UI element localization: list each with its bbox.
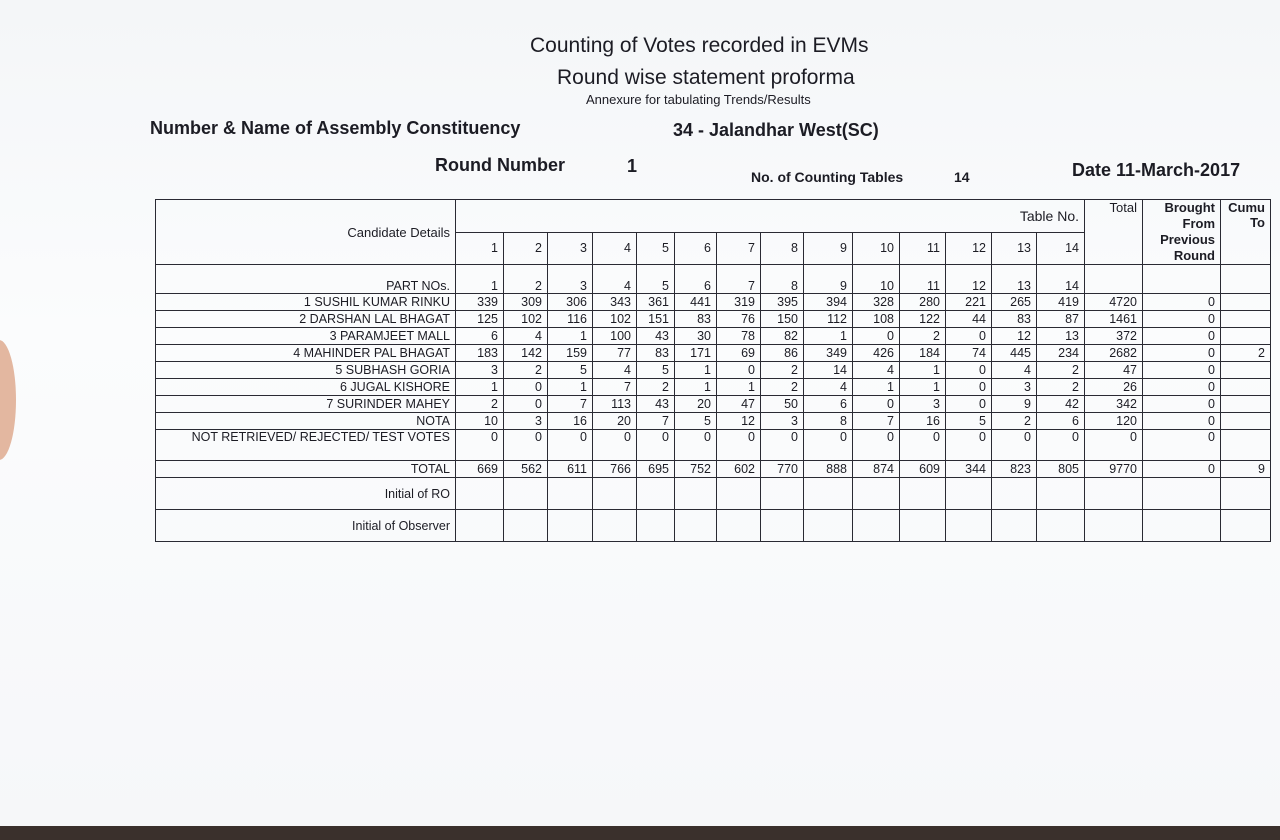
part-number: 12 (946, 265, 992, 294)
vote-cell: 0 (761, 430, 804, 461)
vote-cell: 87 (1037, 311, 1085, 328)
vote-cell: 14 (804, 362, 853, 379)
header-candidate-details: Candidate Details (156, 200, 456, 265)
vote-cell: 102 (504, 311, 548, 328)
vote-cell: 0 (637, 430, 675, 461)
initial-ro-cell (804, 478, 853, 510)
row-total: 4720 (1085, 294, 1143, 311)
candidate-name: 4 MAHINDER PAL BHAGAT (156, 345, 456, 362)
header-cumulative-line: To (1250, 215, 1265, 230)
vote-cell: 394 (804, 294, 853, 311)
initial-observer-cell (946, 510, 992, 542)
header-total: Total (1085, 200, 1143, 265)
vote-cell: 0 (504, 430, 548, 461)
vote-cell: 695 (637, 461, 675, 478)
vote-cell: 116 (548, 311, 593, 328)
vote-cell: 766 (593, 461, 637, 478)
vote-cell: 0 (675, 430, 717, 461)
vote-cell: 10 (456, 413, 504, 430)
vote-cell: 0 (900, 430, 946, 461)
vote-cell: 77 (593, 345, 637, 362)
vote-cell: 611 (548, 461, 593, 478)
vote-cell: 805 (1037, 461, 1085, 478)
table-number-14: 14 (1037, 232, 1085, 265)
initial-observer-cell (853, 510, 900, 542)
row-total: 26 (1085, 379, 1143, 396)
row-cumulative (1221, 413, 1271, 430)
initial-observer-cell (717, 510, 761, 542)
vote-cell: 112 (804, 311, 853, 328)
vote-cell: 12 (992, 328, 1037, 345)
vote-cell: 0 (946, 328, 992, 345)
vote-cell: 0 (717, 430, 761, 461)
candidate-name: NOTA (156, 413, 456, 430)
vote-cell: 770 (761, 461, 804, 478)
part-number: 7 (717, 265, 761, 294)
vote-cell: 82 (761, 328, 804, 345)
vote-cell: 361 (637, 294, 675, 311)
header-table-no: Table No. (456, 200, 1085, 233)
vote-cell: 2 (992, 413, 1037, 430)
row-previous: 0 (1143, 311, 1221, 328)
vote-cell: 6 (804, 396, 853, 413)
vote-cell: 5 (946, 413, 992, 430)
initial-observer-cell (1221, 510, 1271, 542)
initial-observer-cell (804, 510, 853, 542)
vote-cell: 0 (946, 379, 992, 396)
vote-cell: 1 (900, 362, 946, 379)
vote-cell: 602 (717, 461, 761, 478)
row-cumulative: 2 (1221, 345, 1271, 362)
vote-cell: 265 (992, 294, 1037, 311)
initial-observer-cell (761, 510, 804, 542)
initial-ro-cell (637, 478, 675, 510)
row-cumulative (1221, 362, 1271, 379)
initial-observer-cell (675, 510, 717, 542)
vote-cell: 306 (548, 294, 593, 311)
vote-cell: 234 (1037, 345, 1085, 362)
vote-cell: 16 (548, 413, 593, 430)
vote-cell: 6 (1037, 413, 1085, 430)
candidate-name: NOT RETRIEVED/ REJECTED/ TEST VOTES (156, 430, 456, 461)
table-number-11: 11 (900, 232, 946, 265)
vote-cell: 78 (717, 328, 761, 345)
row-previous: 0 (1143, 461, 1221, 478)
table-number-2: 2 (504, 232, 548, 265)
row-cumulative (1221, 396, 1271, 413)
thumb (0, 340, 16, 460)
vote-cell: 669 (456, 461, 504, 478)
counting-tables-value: 14 (954, 169, 970, 185)
initial-ro-cell (456, 478, 504, 510)
header-cumulative-line: Cumu (1228, 200, 1265, 215)
table-number-5: 5 (637, 232, 675, 265)
row-cumulative (1221, 328, 1271, 345)
header-brought-line: From (1182, 216, 1215, 231)
header-brought-line: Round (1173, 248, 1215, 263)
vote-cell: 7 (548, 396, 593, 413)
row-total: 1461 (1085, 311, 1143, 328)
vote-cell: 441 (675, 294, 717, 311)
part-number: 11 (900, 265, 946, 294)
vote-cell: 4 (593, 362, 637, 379)
vote-cell: 113 (593, 396, 637, 413)
vote-cell: 108 (853, 311, 900, 328)
vote-cell: 1 (548, 379, 593, 396)
initial-observer-cell (1143, 510, 1221, 542)
vote-cell: 309 (504, 294, 548, 311)
vote-cell: 83 (992, 311, 1037, 328)
vote-cell: 150 (761, 311, 804, 328)
parts-cum (1221, 265, 1271, 294)
vote-cell: 151 (637, 311, 675, 328)
vote-cell: 30 (675, 328, 717, 345)
vote-cell: 1 (456, 379, 504, 396)
part-number: 3 (548, 265, 593, 294)
vote-cell: 102 (593, 311, 637, 328)
row-cumulative: 9 (1221, 461, 1271, 478)
vote-cell: 319 (717, 294, 761, 311)
constituency-value: 34 - Jalandhar West(SC) (673, 120, 879, 140)
counting-tables-label: No. of Counting Tables (751, 169, 904, 185)
row-cumulative (1221, 379, 1271, 396)
initial-ro-cell (946, 478, 992, 510)
initial-observer-cell (900, 510, 946, 542)
vote-cell: 8 (804, 413, 853, 430)
vote-cell: 69 (717, 345, 761, 362)
initial-observer-label: Initial of Observer (156, 510, 456, 542)
part-number: 9 (804, 265, 853, 294)
vote-cell: 47 (717, 396, 761, 413)
vote-cell: 0 (853, 328, 900, 345)
vote-cell: 874 (853, 461, 900, 478)
candidate-name: 6 JUGAL KISHORE (156, 379, 456, 396)
table-number-12: 12 (946, 232, 992, 265)
vote-cell: 50 (761, 396, 804, 413)
vote-cell: 142 (504, 345, 548, 362)
vote-cell: 752 (675, 461, 717, 478)
results-table (155, 199, 1271, 542)
row-cumulative (1221, 311, 1271, 328)
vote-cell: 125 (456, 311, 504, 328)
row-total: 47 (1085, 362, 1143, 379)
vote-cell: 0 (804, 430, 853, 461)
initial-ro-cell (717, 478, 761, 510)
vote-cell: 0 (992, 430, 1037, 461)
vote-cell: 343 (593, 294, 637, 311)
part-number: 1 (456, 265, 504, 294)
initial-ro-cell (593, 478, 637, 510)
initial-ro-cell (853, 478, 900, 510)
vote-cell: 0 (853, 396, 900, 413)
vote-cell: 2 (637, 379, 675, 396)
initial-ro-cell (761, 478, 804, 510)
vote-cell: 3 (900, 396, 946, 413)
row-total: 372 (1085, 328, 1143, 345)
vote-cell: 1 (675, 362, 717, 379)
vote-cell: 609 (900, 461, 946, 478)
vote-cell: 0 (853, 430, 900, 461)
round-value: 1 (627, 156, 638, 176)
row-previous: 0 (1143, 328, 1221, 345)
vote-cell: 74 (946, 345, 992, 362)
vote-cell: 2 (1037, 379, 1085, 396)
vote-cell: 171 (675, 345, 717, 362)
row-previous: 0 (1143, 396, 1221, 413)
vote-cell: 2 (900, 328, 946, 345)
part-number: 2 (504, 265, 548, 294)
vote-cell: 183 (456, 345, 504, 362)
candidate-name: 1 SUSHIL KUMAR RINKU (156, 294, 456, 311)
part-number: 10 (853, 265, 900, 294)
vote-cell: 44 (946, 311, 992, 328)
vote-cell: 20 (593, 413, 637, 430)
table-number-9: 9 (804, 232, 853, 265)
vote-cell: 122 (900, 311, 946, 328)
initial-observer-cell (1085, 510, 1143, 542)
table-number-7: 7 (717, 232, 761, 265)
vote-cell: 419 (1037, 294, 1085, 311)
candidate-name: TOTAL (156, 461, 456, 478)
row-total: 342 (1085, 396, 1143, 413)
vote-cell: 4 (504, 328, 548, 345)
vote-cell: 20 (675, 396, 717, 413)
vote-cell: 13 (1037, 328, 1085, 345)
vote-cell: 9 (992, 396, 1037, 413)
vote-cell: 344 (946, 461, 992, 478)
table-number-3: 3 (548, 232, 593, 265)
vote-cell: 0 (504, 379, 548, 396)
table-number-13: 13 (992, 232, 1037, 265)
vote-cell: 0 (504, 396, 548, 413)
document-annexure: Annexure for tabulating Trends/Results (586, 92, 811, 107)
initial-observer-cell (456, 510, 504, 542)
document-title: Counting of Votes recorded in EVMs (530, 34, 869, 57)
vote-cell: 0 (946, 362, 992, 379)
initial-ro-label: Initial of RO (156, 478, 456, 510)
vote-cell: 4 (804, 379, 853, 396)
initial-observer-cell (593, 510, 637, 542)
initial-observer-cell (504, 510, 548, 542)
vote-cell: 426 (853, 345, 900, 362)
vote-cell: 3 (992, 379, 1037, 396)
table-number-8: 8 (761, 232, 804, 265)
parts-prev (1143, 265, 1221, 294)
header-cumulative (1221, 200, 1271, 265)
row-cumulative (1221, 294, 1271, 311)
vote-cell: 159 (548, 345, 593, 362)
constituency-label: Number & Name of Assembly Constituency (150, 118, 521, 138)
vote-cell: 888 (804, 461, 853, 478)
part-number: 4 (593, 265, 637, 294)
vote-cell: 5 (675, 413, 717, 430)
vote-cell: 349 (804, 345, 853, 362)
row-previous: 0 (1143, 294, 1221, 311)
round-label: Round Number (435, 155, 565, 175)
vote-cell: 823 (992, 461, 1037, 478)
initial-ro-cell (1221, 478, 1271, 510)
vote-cell: 100 (593, 328, 637, 345)
vote-cell: 16 (900, 413, 946, 430)
vote-cell: 7 (593, 379, 637, 396)
initial-ro-cell (504, 478, 548, 510)
vote-cell: 83 (637, 345, 675, 362)
part-number: 5 (637, 265, 675, 294)
vote-cell: 2 (504, 362, 548, 379)
initial-ro-cell (992, 478, 1037, 510)
row-previous: 0 (1143, 345, 1221, 362)
vote-cell: 2 (1037, 362, 1085, 379)
vote-cell: 2 (456, 396, 504, 413)
vote-cell: 2 (761, 362, 804, 379)
vote-cell: 76 (717, 311, 761, 328)
row-previous: 0 (1143, 362, 1221, 379)
vote-cell: 7 (637, 413, 675, 430)
vote-cell: 2 (761, 379, 804, 396)
vote-cell: 43 (637, 396, 675, 413)
header-brought-line: Brought (1164, 200, 1215, 215)
table-number-1: 1 (456, 232, 504, 265)
vote-cell: 221 (946, 294, 992, 311)
parts-label: PART NOs. (156, 265, 456, 294)
candidate-name: 5 SUBHASH GORIA (156, 362, 456, 379)
vote-cell: 86 (761, 345, 804, 362)
vote-cell: 7 (853, 413, 900, 430)
candidate-name: 2 DARSHAN LAL BHAGAT (156, 311, 456, 328)
row-cumulative (1221, 430, 1271, 461)
document-subtitle: Round wise statement proforma (557, 66, 855, 89)
vote-cell: 0 (946, 396, 992, 413)
part-number: 14 (1037, 265, 1085, 294)
part-number: 8 (761, 265, 804, 294)
vote-cell: 0 (946, 430, 992, 461)
vote-cell: 1 (717, 379, 761, 396)
initial-ro-cell (1037, 478, 1085, 510)
vote-cell: 395 (761, 294, 804, 311)
vote-cell: 0 (456, 430, 504, 461)
row-total: 0 (1085, 430, 1143, 461)
initial-ro-cell (1143, 478, 1221, 510)
initial-observer-cell (637, 510, 675, 542)
vote-cell: 3 (456, 362, 504, 379)
vote-cell: 3 (761, 413, 804, 430)
initial-observer-cell (992, 510, 1037, 542)
vote-cell: 1 (900, 379, 946, 396)
vote-cell: 6 (456, 328, 504, 345)
part-number: 13 (992, 265, 1037, 294)
vote-cell: 0 (717, 362, 761, 379)
vote-cell: 5 (548, 362, 593, 379)
vote-cell: 0 (1037, 430, 1085, 461)
vote-cell: 184 (900, 345, 946, 362)
vote-cell: 4 (992, 362, 1037, 379)
table-number-10: 10 (853, 232, 900, 265)
row-previous: 0 (1143, 413, 1221, 430)
candidate-name: 7 SURINDER MAHEY (156, 396, 456, 413)
vote-cell: 42 (1037, 396, 1085, 413)
table-number-6: 6 (675, 232, 717, 265)
row-total: 9770 (1085, 461, 1143, 478)
table-number-4: 4 (593, 232, 637, 265)
vote-cell: 1 (548, 328, 593, 345)
vote-cell: 3 (504, 413, 548, 430)
candidate-name: 3 PARAMJEET MALL (156, 328, 456, 345)
vote-cell: 562 (504, 461, 548, 478)
vote-cell: 1 (675, 379, 717, 396)
vote-cell: 0 (593, 430, 637, 461)
header-brought-line: Previous (1160, 232, 1215, 247)
row-previous: 0 (1143, 430, 1221, 461)
initial-observer-cell (548, 510, 593, 542)
row-total: 120 (1085, 413, 1143, 430)
initial-ro-cell (1085, 478, 1143, 510)
initial-observer-cell (1037, 510, 1085, 542)
vote-cell: 12 (717, 413, 761, 430)
date: Date 11-March-2017 (1072, 160, 1241, 180)
part-number: 6 (675, 265, 717, 294)
vote-cell: 43 (637, 328, 675, 345)
vote-cell: 1 (853, 379, 900, 396)
initial-ro-cell (548, 478, 593, 510)
vote-cell: 339 (456, 294, 504, 311)
vote-cell: 445 (992, 345, 1037, 362)
vote-cell: 0 (548, 430, 593, 461)
initial-ro-cell (900, 478, 946, 510)
row-total: 2682 (1085, 345, 1143, 362)
header-brought-from-previous (1143, 200, 1221, 265)
vote-cell: 1 (804, 328, 853, 345)
vote-cell: 83 (675, 311, 717, 328)
vote-cell: 5 (637, 362, 675, 379)
initial-ro-cell (675, 478, 717, 510)
parts-total (1085, 265, 1143, 294)
vote-cell: 280 (900, 294, 946, 311)
vote-cell: 4 (853, 362, 900, 379)
vote-cell: 328 (853, 294, 900, 311)
row-previous: 0 (1143, 379, 1221, 396)
